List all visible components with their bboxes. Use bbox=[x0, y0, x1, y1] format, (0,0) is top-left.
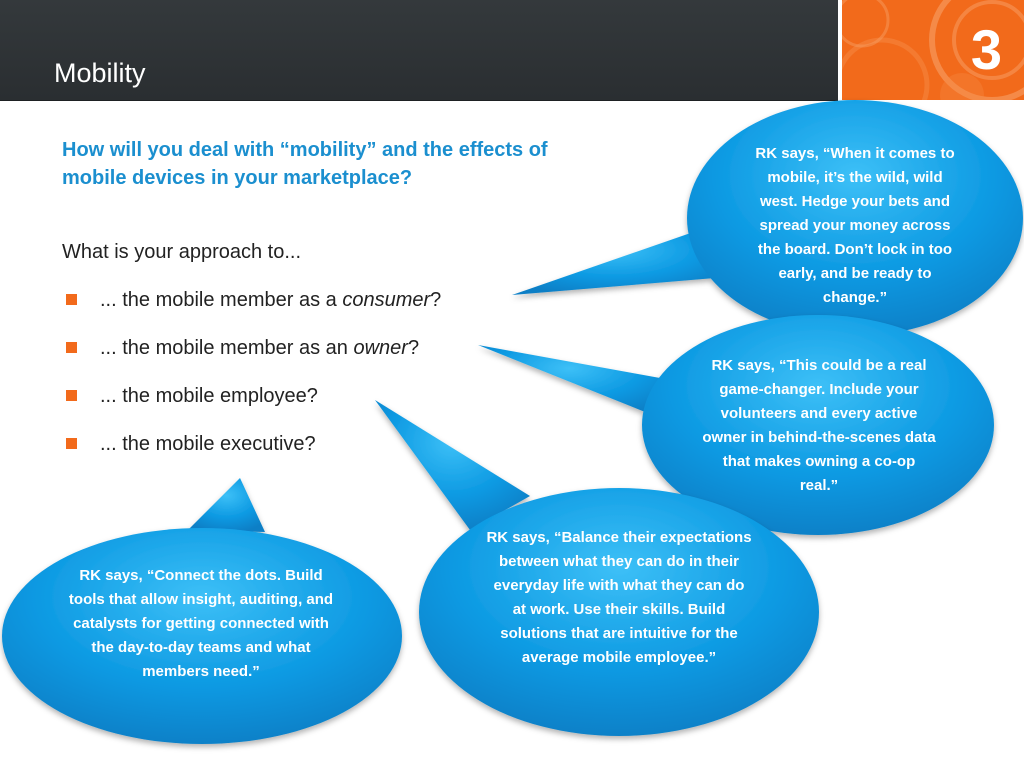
bullet-item: ... the mobile member as an owner? bbox=[62, 336, 441, 384]
bullet-item: ... the mobile employee? bbox=[62, 384, 441, 432]
bullet-item: ... the mobile executive? bbox=[62, 432, 441, 480]
callout-wild-west-text: RK says, “When it comes to mobile, it’s the wild, wild west. Hedge your bets and spread your money across the board. Don’t lock in too early, and be ready to change.” bbox=[755, 145, 955, 306]
bullet-item: ... the mobile member as a consumer? bbox=[62, 288, 441, 336]
question-heading: How will you deal with “mobility” and the effects of mobile devices in your marketplace? bbox=[62, 139, 548, 189]
slide-number: 3 bbox=[970, 18, 1002, 81]
slide-title: Mobility bbox=[54, 58, 146, 88]
callout-balance-text: RK says, “Balance their expectations between what they can do in their everyday life with what they can do at work. Use their skills. Build solutions that are intuitive for the average mobile employee.” bbox=[486, 529, 752, 666]
intro-text: What is your approach to... bbox=[62, 241, 302, 263]
callout-connect-dots-text: RK says, “Connect the dots. Build tools that allow insight, auditing, and catalysts for getting connected with the day-to-day teams and what members need.” bbox=[68, 567, 334, 680]
callout-game-changer-text: RK says, “This could be a real game-changer. Include your volunteers and every active owner in behind-the-scenes data that makes owning a co-op real.” bbox=[702, 357, 936, 494]
